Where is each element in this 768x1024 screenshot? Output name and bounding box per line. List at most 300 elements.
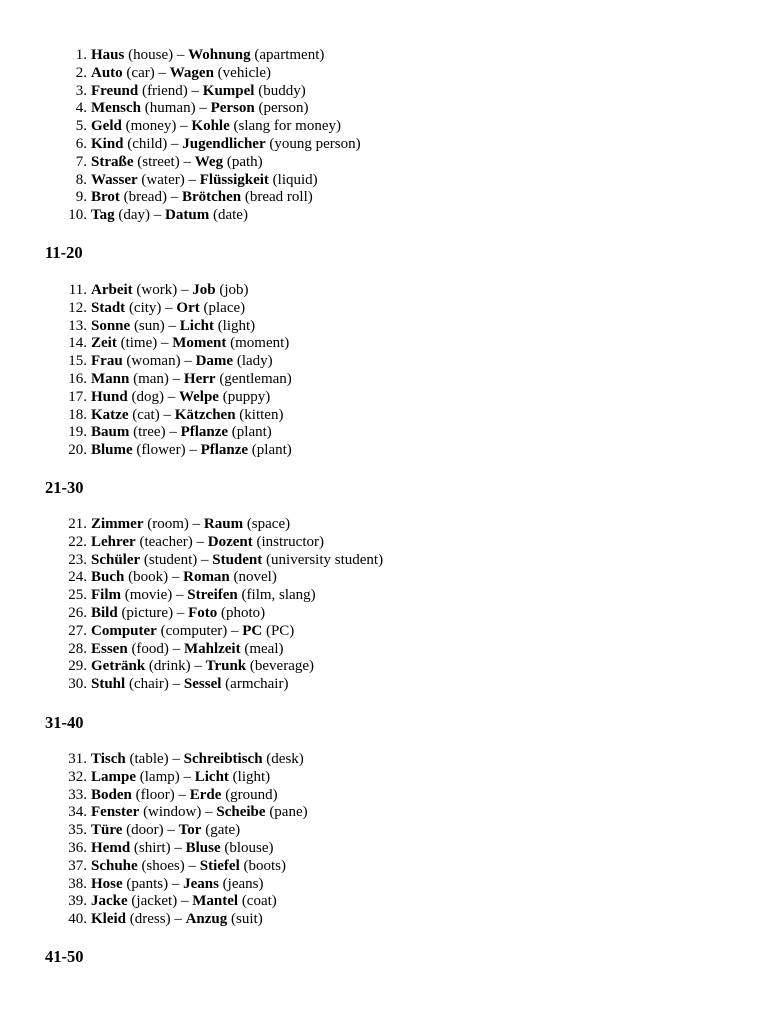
synonym-translation: (coat) (241, 893, 277, 910)
item-number: 12. (68, 299, 87, 316)
list-item (0, 858, 768, 876)
word-pair (91, 569, 277, 587)
english-translation: (picture) (121, 604, 174, 621)
item-number: 34. (68, 804, 87, 821)
list-item (0, 65, 768, 83)
synonym-translation: (meal) (244, 640, 284, 657)
german-word: Fenster (91, 804, 140, 821)
german-word: Tisch (91, 751, 126, 767)
german-word: Mann (91, 370, 130, 387)
list-item (0, 822, 768, 840)
item-number: 23. (68, 551, 87, 568)
synonym-word: Stiefel (199, 857, 240, 874)
list-item (0, 605, 768, 623)
german-word: Türe (91, 822, 123, 839)
synonym-translation: (gentleman) (219, 370, 292, 387)
list-item (0, 300, 768, 318)
dash-separator: – (192, 533, 208, 550)
english-translation: (sun) (133, 317, 165, 334)
synonym-word: Licht (179, 317, 214, 334)
list-item (0, 840, 768, 858)
synonym-word: Kohle (191, 118, 230, 135)
german-word: Geld (91, 118, 122, 135)
synonym-translation: (instructor) (256, 533, 324, 550)
synonym-word: Student (212, 551, 263, 568)
dash-separator: – (168, 640, 184, 657)
dash-separator: – (195, 100, 211, 117)
dash-separator: – (173, 604, 189, 621)
word-pair (91, 552, 383, 570)
item-number: 27. (68, 622, 87, 639)
item-number: 13. (68, 317, 87, 334)
synonym-translation: (film, slang) (241, 587, 316, 604)
dash-separator: – (154, 64, 170, 81)
word-pair (91, 83, 306, 101)
synonym-translation: (photo) (221, 604, 266, 621)
item-number: 19. (68, 424, 87, 441)
section-heading-21-30: 21-30 (45, 478, 84, 497)
item-number: 11. (68, 282, 87, 298)
word-pair (91, 47, 324, 65)
dash-separator: – (170, 911, 186, 928)
item-number: 31. (68, 751, 87, 767)
german-word: Kind (91, 135, 124, 152)
synonym-translation: (armchair) (225, 676, 289, 693)
synonym-word: Tor (178, 822, 202, 839)
word-pair (91, 442, 292, 460)
synonym-translation: (vehicle) (217, 64, 271, 81)
synonym-translation: (blouse) (224, 839, 274, 856)
synonym-word: Jugendlicher (182, 135, 266, 152)
list-item (0, 893, 768, 911)
item-number: 1. (75, 47, 87, 63)
list-item (0, 407, 768, 425)
dash-separator: – (180, 353, 196, 370)
list-item (0, 100, 768, 118)
english-translation: (book) (128, 569, 169, 586)
german-word: Straße (91, 153, 134, 170)
german-word: Mensch (91, 100, 141, 117)
synonym-word: Sessel (183, 676, 222, 693)
synonym-word: Brötchen (181, 189, 242, 206)
german-word: Lehrer (91, 533, 136, 550)
dash-separator: – (179, 768, 195, 785)
german-word: Hemd (91, 839, 131, 856)
synonym-translation: (kitten) (239, 406, 284, 423)
synonym-word: PC (242, 622, 263, 639)
synonym-word: Raum (203, 516, 244, 532)
item-number: 16. (68, 370, 87, 387)
item-number: 22. (68, 533, 87, 550)
german-word: Buch (91, 569, 125, 586)
word-pair (91, 858, 286, 876)
dash-separator: – (197, 551, 213, 568)
synonym-translation: (path) (226, 153, 263, 170)
dash-separator: – (150, 207, 166, 224)
synonym-word: Datum (165, 207, 210, 224)
english-translation: (chair) (128, 676, 169, 693)
synonym-word: Licht (194, 768, 229, 785)
german-word: Sonne (91, 317, 131, 334)
synonym-word: Jeans (183, 875, 219, 892)
dash-separator: – (201, 804, 217, 821)
german-word: Hund (91, 388, 128, 405)
synonym-translation: (job) (219, 282, 249, 298)
synonym-translation: (slang for money) (233, 118, 341, 135)
dash-separator: – (166, 189, 182, 206)
synonym-translation: (puppy) (222, 388, 271, 405)
dash-separator: – (157, 335, 173, 352)
english-translation: (cat) (132, 406, 160, 423)
list-item (0, 676, 768, 694)
dash-separator: – (168, 676, 184, 693)
list-item (0, 136, 768, 154)
synonym-translation: (buddy) (258, 82, 306, 99)
english-translation: (time) (120, 335, 158, 352)
dash-separator: – (173, 47, 189, 63)
word-pair (91, 893, 277, 911)
dash-separator: – (167, 135, 183, 152)
synonym-translation: (person) (258, 100, 309, 117)
synonym-translation: (plant) (251, 442, 292, 459)
german-word: Auto (91, 64, 123, 81)
english-translation: (woman) (126, 353, 181, 370)
synonym-word: Welpe (178, 388, 219, 405)
synonym-translation: (desk) (266, 751, 304, 767)
word-pair (91, 822, 240, 840)
dash-separator: – (227, 622, 243, 639)
german-word: Kleid (91, 911, 127, 928)
dash-separator: – (163, 822, 179, 839)
german-word: Computer (91, 622, 157, 639)
english-translation: (friend) (141, 82, 188, 99)
dash-separator: – (168, 751, 184, 767)
dash-separator: – (184, 857, 200, 874)
word-pair (91, 623, 294, 641)
word-list-11-20 (0, 282, 768, 460)
dash-separator: – (185, 442, 201, 459)
synonym-translation: (novel) (233, 569, 277, 586)
dash-separator: – (176, 118, 192, 135)
list-item (0, 876, 768, 894)
section-heading-31-40: 31-40 (45, 713, 84, 732)
item-number: 5. (75, 118, 87, 135)
german-word: Katze (91, 406, 129, 423)
english-translation: (tree) (133, 424, 166, 441)
list-item (0, 658, 768, 676)
item-number: 3. (75, 82, 87, 99)
item-number: 7. (75, 153, 87, 170)
section-heading-11-20: 11-20 (45, 243, 83, 262)
german-word: Freund (91, 82, 139, 99)
word-pair (91, 353, 273, 371)
list-item (0, 189, 768, 207)
english-translation: (water) (141, 171, 185, 188)
german-word: Zeit (91, 335, 117, 352)
list-item (0, 154, 768, 172)
english-translation: (dress) (129, 911, 171, 928)
list-item (0, 353, 768, 371)
item-number: 15. (68, 353, 87, 370)
english-translation: (floor) (135, 786, 175, 803)
english-translation: (work) (136, 282, 178, 298)
german-word: Lampe (91, 768, 136, 785)
english-translation: (teacher) (139, 533, 193, 550)
synonym-word: Pflanze (180, 424, 229, 441)
german-word: Boden (91, 786, 132, 803)
synonym-word: Pflanze (200, 442, 249, 459)
german-word: Bild (91, 604, 118, 621)
item-number: 36. (68, 839, 87, 856)
word-pair (91, 658, 314, 676)
list-item (0, 47, 768, 65)
synonym-word: Dozent (207, 533, 253, 550)
synonym-word: Anzug (185, 911, 228, 928)
synonym-word: Job (192, 282, 216, 298)
english-translation: (pants) (126, 875, 169, 892)
word-pair (91, 282, 249, 300)
synonym-word: Trunk (205, 658, 247, 675)
item-number: 8. (75, 171, 87, 188)
word-pair (91, 804, 308, 822)
word-pair (91, 751, 304, 769)
german-word: Arbeit (91, 282, 133, 298)
item-number: 24. (68, 569, 87, 586)
english-translation: (man) (133, 370, 169, 387)
word-pair (91, 769, 270, 787)
word-pair (91, 516, 290, 534)
german-word: Tag (91, 207, 115, 224)
list-item (0, 534, 768, 552)
word-pair (91, 65, 271, 83)
word-list-1-10 (0, 47, 768, 225)
synonym-translation: (boots) (243, 857, 286, 874)
synonym-word: Foto (188, 604, 218, 621)
dash-separator: – (161, 299, 177, 316)
german-word: Getränk (91, 658, 146, 675)
synonym-translation: (lady) (236, 353, 273, 370)
german-word: Frau (91, 353, 123, 370)
english-translation: (money) (125, 118, 177, 135)
synonym-word: Wohnung (188, 47, 251, 63)
synonym-translation: (apartment) (254, 47, 325, 63)
word-list-21-30 (0, 516, 768, 694)
german-word: Wasser (91, 171, 138, 188)
synonym-translation: (beverage) (249, 658, 315, 675)
synonym-translation: (place) (203, 299, 246, 316)
english-translation: (room) (147, 516, 189, 532)
synonym-word: Scheibe (216, 804, 266, 821)
list-item (0, 118, 768, 136)
synonym-translation: (PC) (265, 622, 295, 639)
synonym-word: Kumpel (202, 82, 255, 99)
english-translation: (car) (126, 64, 155, 81)
dash-separator: – (168, 875, 184, 892)
item-number: 28. (68, 640, 87, 657)
item-number: 10. (68, 207, 87, 224)
german-word: Baum (91, 424, 130, 441)
item-number: 17. (68, 388, 87, 405)
synonym-translation: (light) (232, 768, 271, 785)
synonym-translation: (university student) (266, 551, 384, 568)
english-translation: (day) (118, 207, 151, 224)
item-number: 38. (68, 875, 87, 892)
english-translation: (computer) (160, 622, 228, 639)
english-translation: (shoes) (141, 857, 185, 874)
list-item (0, 83, 768, 101)
synonym-translation: (light) (217, 317, 256, 334)
german-word: Blume (91, 442, 133, 459)
synonym-translation: (bread roll) (244, 189, 313, 206)
english-translation: (window) (143, 804, 202, 821)
dash-separator: – (168, 370, 184, 387)
dash-separator: – (172, 587, 188, 604)
word-pair (91, 587, 316, 605)
dash-separator: – (190, 658, 206, 675)
dash-separator: – (179, 153, 195, 170)
synonym-word: Streifen (187, 587, 238, 604)
english-translation: (child) (127, 135, 168, 152)
german-word: Essen (91, 640, 128, 657)
german-word: Brot (91, 189, 120, 206)
item-number: 29. (68, 658, 87, 675)
list-item (0, 552, 768, 570)
german-word: Haus (91, 47, 125, 63)
synonym-translation: (young person) (269, 135, 361, 152)
synonym-word: Dame (195, 353, 234, 370)
word-pair (91, 676, 288, 694)
word-pair (91, 189, 313, 207)
item-number: 33. (68, 786, 87, 803)
list-item (0, 371, 768, 389)
synonym-word: Erde (189, 786, 222, 803)
word-pair (91, 641, 283, 659)
synonym-word: Person (210, 100, 255, 117)
word-pair (91, 534, 324, 552)
english-translation: (street) (137, 153, 180, 170)
english-translation: (human) (144, 100, 196, 117)
synonym-translation: (pane) (269, 804, 308, 821)
dash-separator: – (170, 839, 186, 856)
synonym-translation: (plant) (231, 424, 272, 441)
word-pair (91, 300, 245, 318)
word-pair (91, 100, 308, 118)
dash-separator: – (177, 893, 193, 910)
word-pair (91, 136, 361, 154)
synonym-word: Flüssigkeit (199, 171, 269, 188)
item-number: 14. (68, 335, 87, 352)
german-word: Film (91, 587, 121, 604)
item-number: 26. (68, 604, 87, 621)
dash-separator: – (174, 786, 190, 803)
synonym-translation: (suit) (231, 911, 263, 928)
english-translation: (door) (126, 822, 164, 839)
list-item (0, 424, 768, 442)
dash-separator: – (159, 406, 175, 423)
list-item (0, 804, 768, 822)
english-translation: (flower) (136, 442, 186, 459)
english-translation: (lamp) (139, 768, 180, 785)
list-item (0, 787, 768, 805)
word-pair (91, 840, 274, 858)
english-translation: (student) (143, 551, 198, 568)
synonym-translation: (date) (212, 207, 248, 224)
item-number: 6. (75, 135, 87, 152)
item-number: 40. (68, 911, 87, 928)
word-pair (91, 207, 248, 225)
word-list-31-40 (0, 751, 768, 929)
word-pair (91, 371, 292, 389)
english-translation: (dog) (131, 388, 164, 405)
english-translation: (food) (131, 640, 169, 657)
item-number: 37. (68, 857, 87, 874)
synonym-word: Herr (183, 370, 216, 387)
list-item (0, 641, 768, 659)
german-word: Schuhe (91, 857, 138, 874)
synonym-word: Kätzchen (174, 406, 236, 423)
list-item (0, 335, 768, 353)
word-pair (91, 911, 263, 929)
list-item (0, 389, 768, 407)
list-item (0, 172, 768, 190)
english-translation: (shirt) (133, 839, 171, 856)
german-word: Zimmer (91, 516, 144, 532)
item-number: 32. (68, 768, 87, 785)
section-heading-41-50: 41-50 (45, 947, 84, 966)
word-pair (91, 318, 255, 336)
item-number: 21. (68, 516, 87, 532)
list-item (0, 769, 768, 787)
word-pair (91, 605, 265, 623)
list-item (0, 207, 768, 225)
dash-separator: – (184, 171, 200, 188)
list-item (0, 751, 768, 769)
german-word: Stuhl (91, 676, 126, 693)
item-number: 25. (68, 587, 87, 604)
synonym-translation: (jeans) (222, 875, 264, 892)
synonym-translation: (space) (246, 516, 291, 532)
list-item (0, 442, 768, 460)
dash-separator: – (163, 388, 179, 405)
item-number: 2. (75, 64, 87, 81)
synonym-word: Mantel (192, 893, 239, 910)
word-pair (91, 389, 270, 407)
word-pair (91, 335, 289, 353)
english-translation: (table) (129, 751, 169, 767)
synonym-word: Bluse (185, 839, 221, 856)
synonym-word: Roman (183, 569, 230, 586)
synonym-word: Weg (194, 153, 224, 170)
synonym-word: Moment (172, 335, 227, 352)
word-pair (91, 154, 263, 172)
synonym-translation: (gate) (205, 822, 241, 839)
dash-separator: – (164, 317, 180, 334)
english-translation: (jacket) (131, 893, 178, 910)
word-pair (91, 172, 318, 190)
synonym-translation: (liquid) (272, 171, 318, 188)
dash-separator: – (188, 516, 204, 532)
dash-separator: – (168, 569, 184, 586)
english-translation: (city) (128, 299, 162, 316)
english-translation: (house) (128, 47, 174, 63)
synonym-word: Wagen (169, 64, 214, 81)
german-word: Schüler (91, 551, 141, 568)
item-number: 35. (68, 822, 87, 839)
list-item (0, 569, 768, 587)
list-item (0, 587, 768, 605)
german-word: Stadt (91, 299, 126, 316)
list-item (0, 516, 768, 534)
